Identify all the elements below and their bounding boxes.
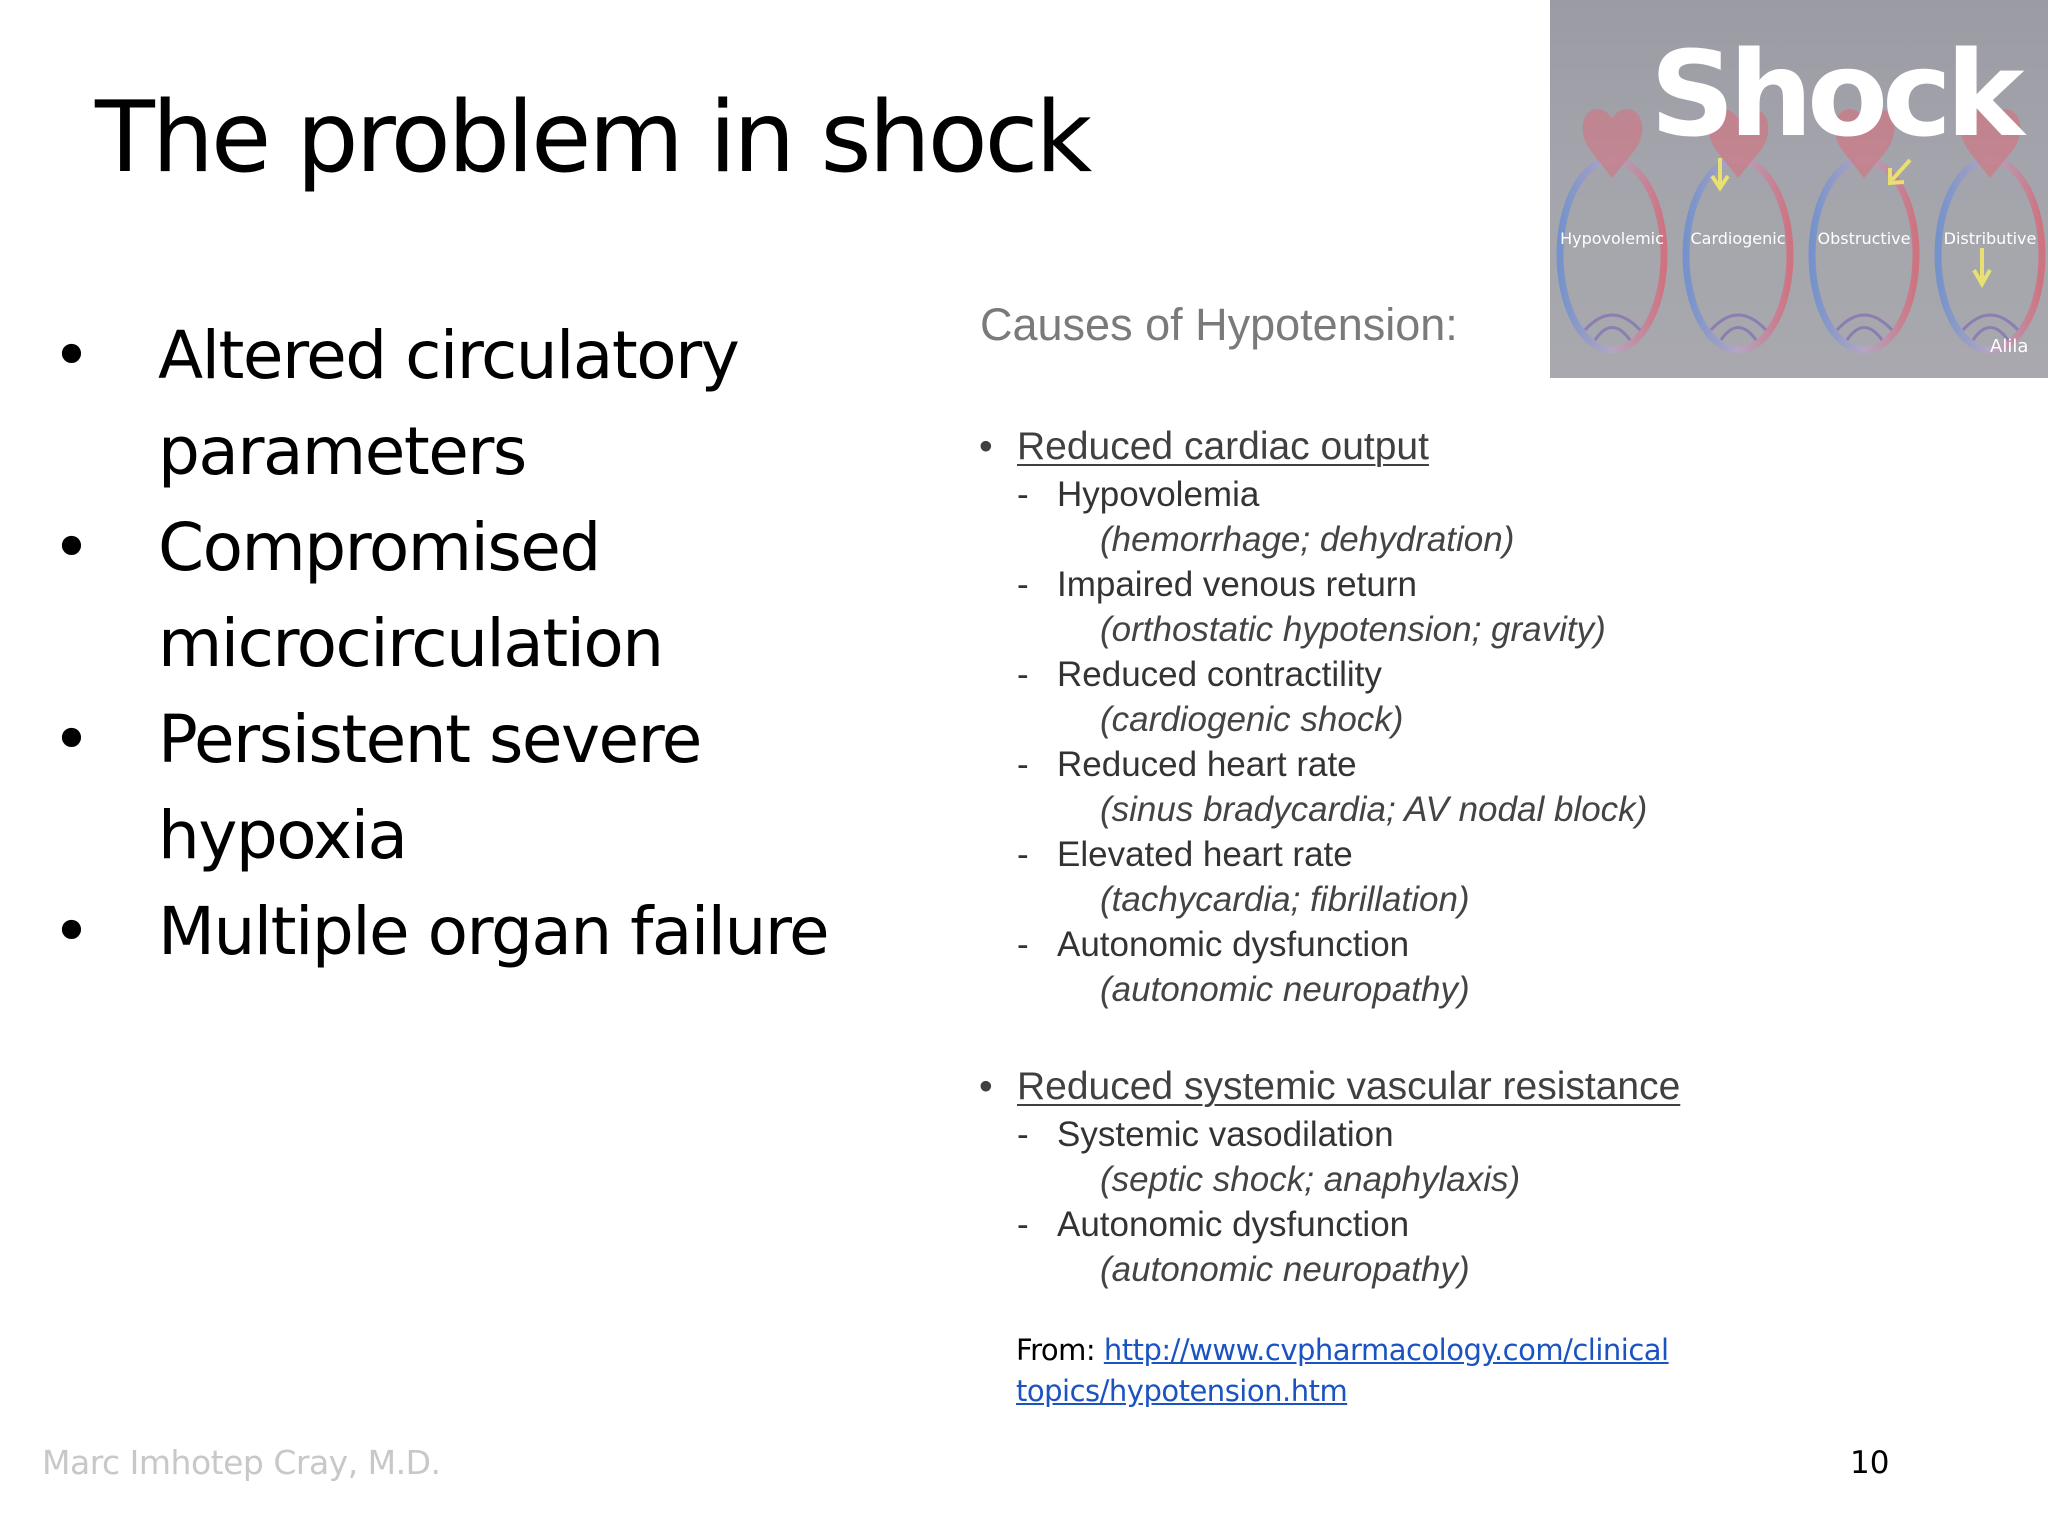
shock-type-label: Obstructive xyxy=(1817,229,1911,248)
capillary-icon xyxy=(1837,315,1892,340)
capillary-icon xyxy=(1711,315,1766,340)
cause-group-cardiac-output xyxy=(975,422,1795,1012)
cause-example: (orthostatic hypotension; gravity) xyxy=(1100,609,1606,649)
cause-example: (tachycardia; fibrillation) xyxy=(1100,879,1470,919)
slide-title: The problem in shock xyxy=(95,81,1090,195)
capillary-icon xyxy=(1585,315,1640,340)
circulation-ring-icon xyxy=(1938,160,2042,350)
circulation-ring-icon xyxy=(1812,160,1916,350)
shock-type-label: Hypovolemic xyxy=(1560,229,1664,248)
cause-item: - Reduced heart rate xyxy=(1017,744,1357,784)
bullet-text: Compromised microcirculation xyxy=(158,509,663,682)
bullet-text: Multiple organ failure xyxy=(158,893,829,970)
arrow-down-icon xyxy=(1974,248,1990,284)
cause-item: - Systemic vasodilation xyxy=(1017,1114,1394,1154)
source-prefix: From: xyxy=(1016,1333,1104,1367)
cause-example: (autonomic neuropathy) xyxy=(1100,1249,1470,1289)
bullet-text: Altered circulatory parameters xyxy=(158,317,739,490)
shock-illustration xyxy=(1550,0,2048,378)
cause-item: - Hypovolemia xyxy=(1017,474,1260,514)
bullet-dot: • xyxy=(52,701,90,778)
bullet-item xyxy=(52,884,932,980)
cause-item: - Autonomic dysfunction xyxy=(1017,924,1410,964)
shock-image-title: Shock xyxy=(1650,25,2019,163)
bullet-item xyxy=(52,500,932,692)
bullet-dot: • xyxy=(52,509,90,586)
bullet-dot: • xyxy=(52,893,90,970)
bullet-dot: • xyxy=(52,317,90,394)
cause-item: - Impaired venous return xyxy=(1017,564,1417,604)
page-number: 10 xyxy=(1850,1445,1890,1481)
brand-logo: Alila xyxy=(1990,336,2029,357)
group-bullet: • xyxy=(979,424,993,468)
circulation-ring-icon xyxy=(1560,160,1664,350)
cause-example: (sinus bradycardia; AV nodal block) xyxy=(1100,789,1648,829)
bullet-item xyxy=(52,692,932,884)
bullet-text: Persistent severe hypoxia xyxy=(158,701,701,874)
cause-group-svr xyxy=(975,1062,1795,1292)
cause-example: (cardiogenic shock) xyxy=(1100,699,1404,739)
bullet-list xyxy=(52,308,932,980)
shock-type-label: Distributive xyxy=(1943,229,2037,248)
bullet-item xyxy=(52,308,932,500)
cause-example: (autonomic neuropathy) xyxy=(1100,969,1470,1009)
causes-figure xyxy=(975,300,1795,1292)
shock-type-label: Cardiogenic xyxy=(1690,229,1786,248)
cause-item: - Elevated heart rate xyxy=(1017,834,1353,874)
group-bullet: • xyxy=(979,1064,993,1108)
causes-heading: Causes of Hypotension: xyxy=(980,299,1458,350)
cause-item: - Reduced contractility xyxy=(1017,654,1382,694)
cause-example: (septic shock; anaphylaxis) xyxy=(1100,1159,1521,1199)
footer-author: Marc Imhotep Cray, M.D. xyxy=(42,1443,441,1482)
circulation-ring-icon xyxy=(1686,160,1790,350)
shock-illustration-svg xyxy=(1550,0,2048,378)
cause-group-title: • Reduced cardiac output xyxy=(975,422,1795,472)
cause-item: - Autonomic dysfunction xyxy=(1017,1204,1410,1244)
source-link[interactable]: http://www.cvpharmacology.com/clinical topics/hypotension.htm xyxy=(1016,1333,1669,1408)
source-citation xyxy=(1016,1330,1776,1412)
cause-group-title: • Reduced systemic vascular resistance xyxy=(975,1062,1795,1112)
cause-example: (hemorrhage; dehydration) xyxy=(1100,519,1515,559)
